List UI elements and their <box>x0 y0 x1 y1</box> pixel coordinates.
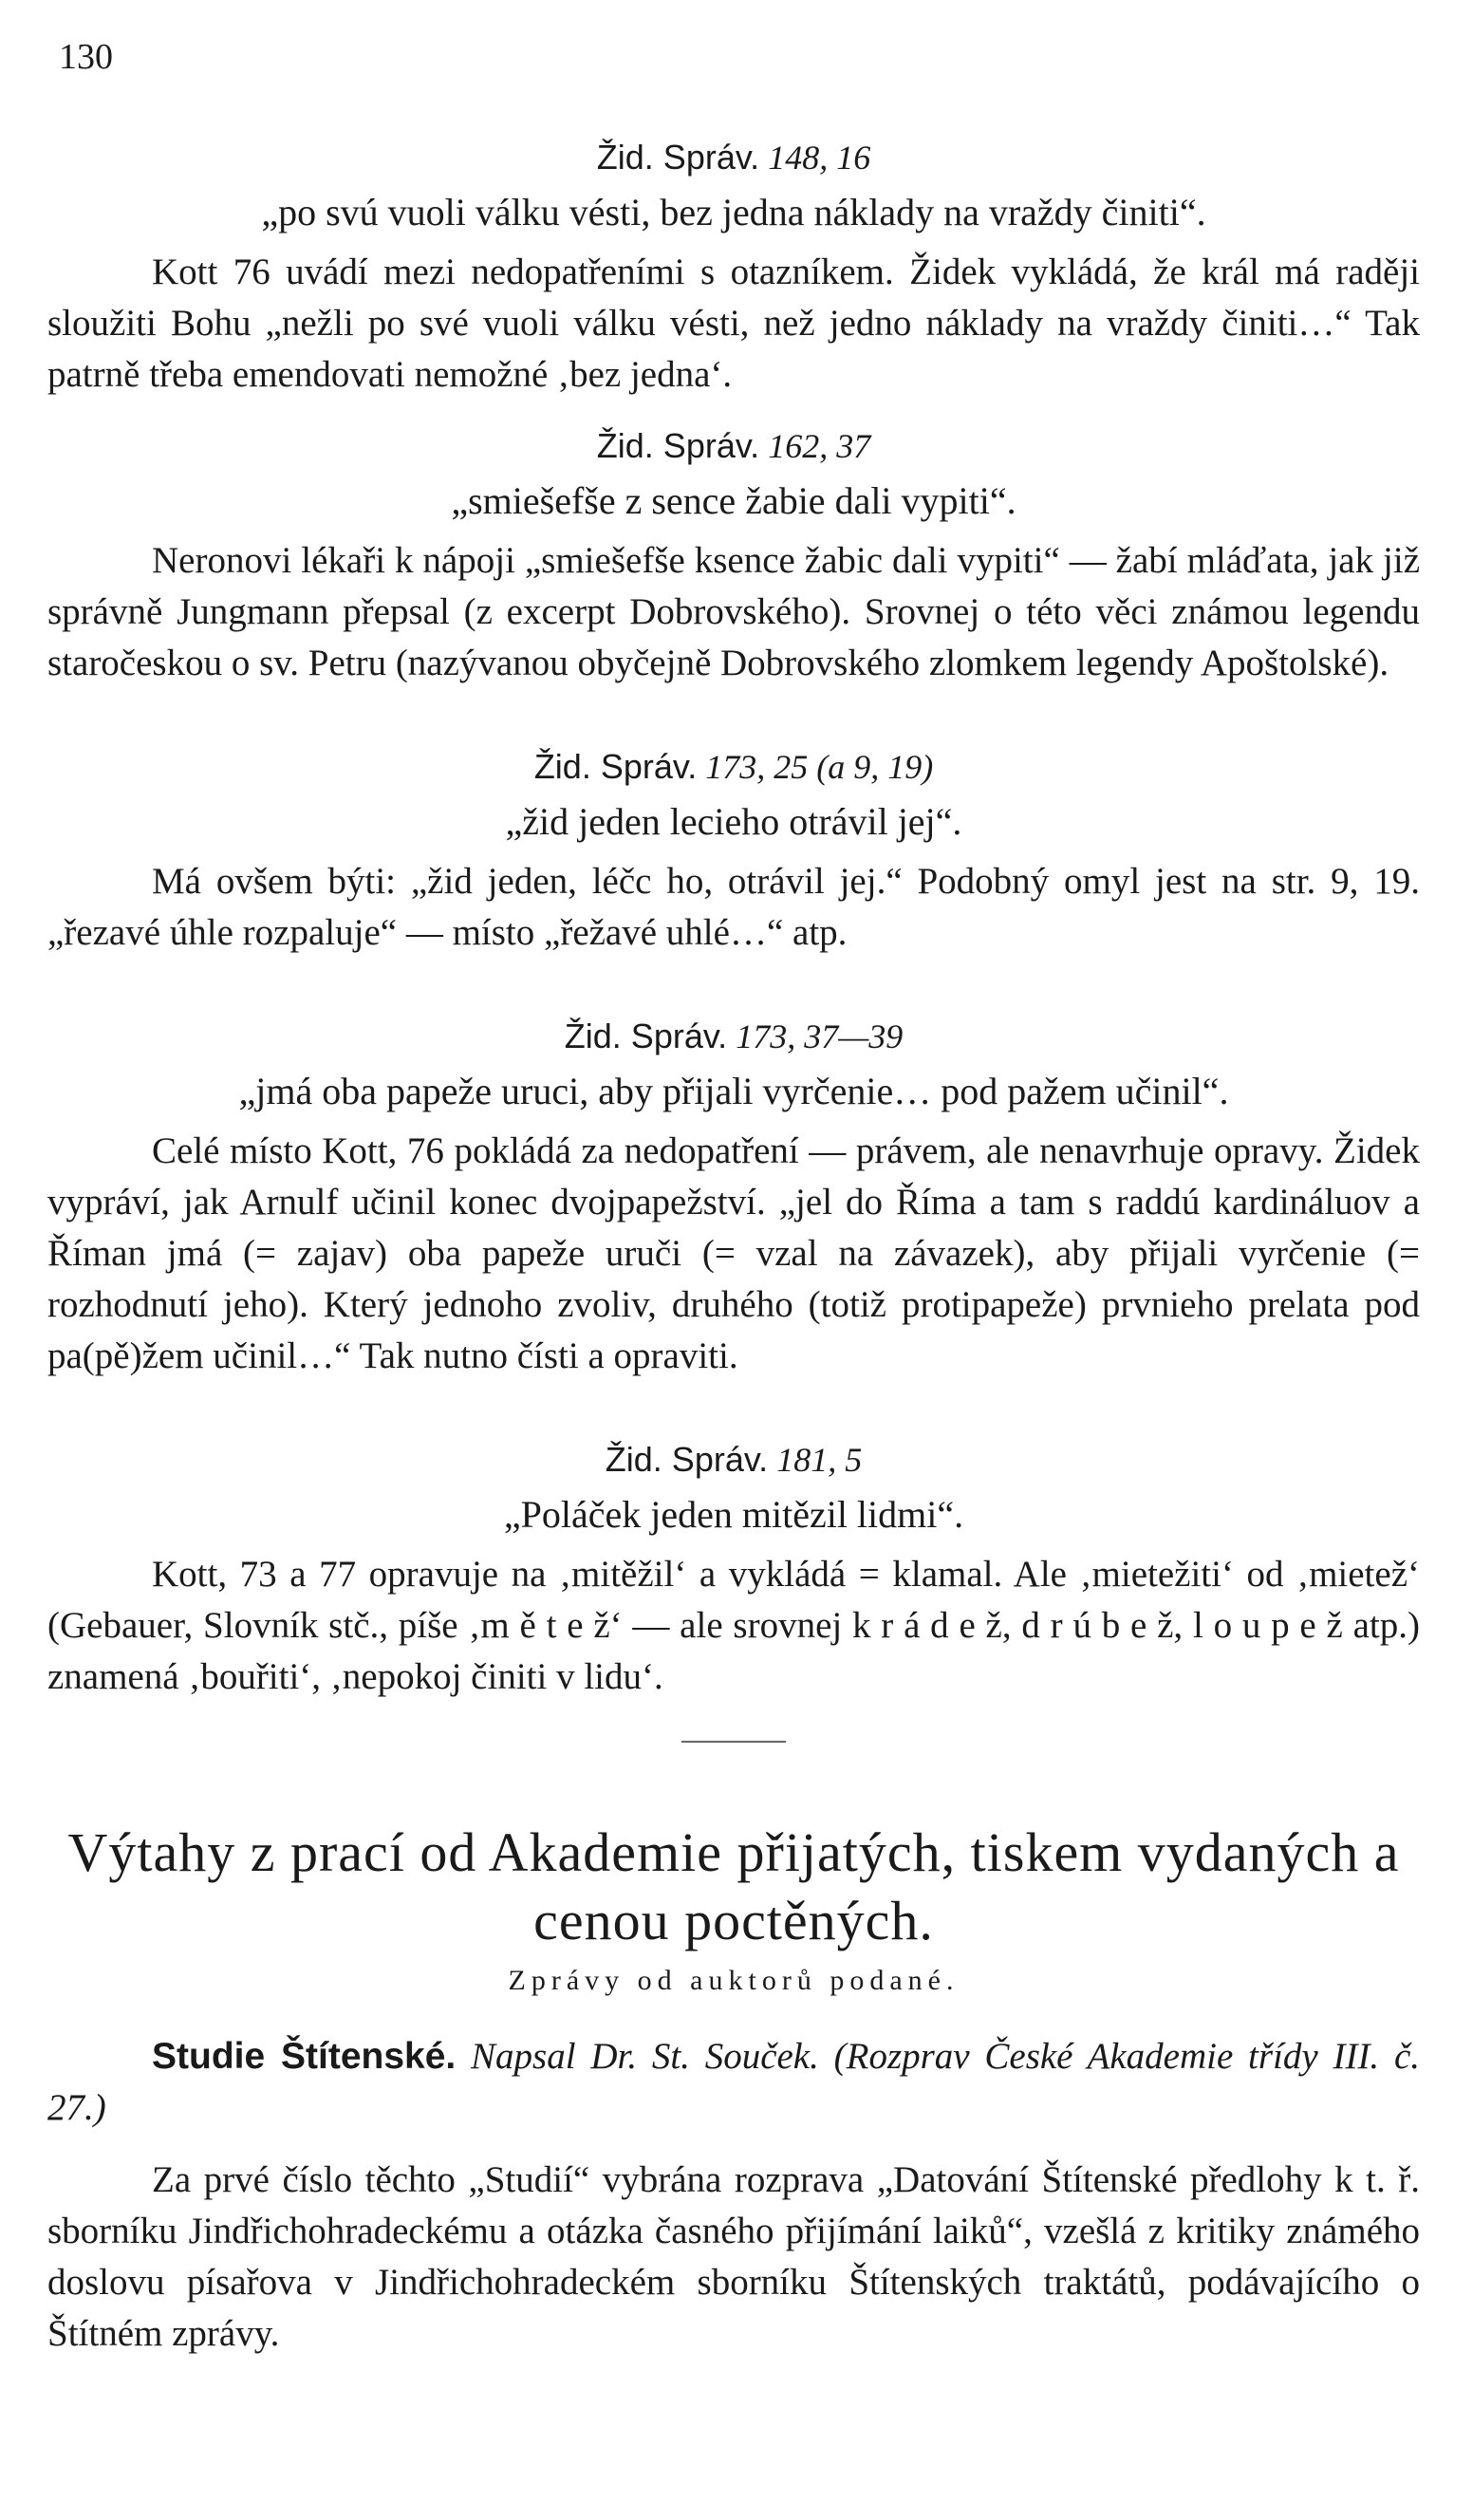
citation-ref: Žid. Správ. 173, 25 (a 9, 19) <box>533 747 934 786</box>
article-byline: Napsal Dr. St. Souček. (Rozprav České Akademie třídy III. č. 27.) <box>47 2036 1421 2128</box>
commentary-paragraph: Kott, 73 a 77 opravuje na ‚mitěžil‘ a vykládá = klamal. Ale ‚mietežiti‘ od ‚mietež‘ (Gebauer, Slovník stč., píše ‚m ě t e ž‘ — ale srovnej k r á d e ž, d r ú b e ž, l o u p e ž atp.) znamená ‚bouřiti‘, ‚nepokoj činiti v lidu‘. <box>47 1554 1420 1697</box>
section-heading: Výtahy z prací od Akademie přijatých, tiskem vydaných a cenou poctěných. <box>67 1821 1400 1951</box>
section-subheading: Zprávy od auktorů podané. <box>508 1965 960 1996</box>
section-divider <box>681 1741 786 1743</box>
commentary-paragraph: Celé místo Kott, 76 pokládá za nedopatření — právem, ale nenavrhuje opravy. Židek vypráví, jak Arnulf učinil konec dvojpapežství. „jel do Říma a tam s raddú kardináluov a Říman jmá (= zajav) oba papeže uruči (= vzal na závazek), aby přijali vyrčenie (= rozhodnutí jeho). Který jednoho zvoliv, druhého (totiž protipapeže) prvnieho prelata pod pa(pě)žem učinil…“ Tak nutno čísti a opraviti. <box>47 1130 1420 1376</box>
citation-quote: „jmá oba papeže uruci, aby přijali vyrčenie… pod pažem učinil“. <box>238 1070 1229 1112</box>
article-paragraph: Za prvé číslo těchto „Studií“ vybrána rozprava „Datování Štítenské předlohy k t. ř. sborníku Jindřichohradeckému a otázka časného přijímání laiků“, vzešlá z kritiky známého doslovu písařova v Jindřichohradeckém sborníku Štítenských traktátů, podávajícího o Štítném zprávy. <box>47 2159 1420 2354</box>
main-text <box>47 133 1420 2380</box>
citation-quote: „žid jeden lecieho otrávil jej“. <box>505 800 962 843</box>
citation-quote: „Poláček jeden mitězil lidmi“. <box>503 1493 964 1536</box>
article-header <box>47 2031 1420 2134</box>
page-number: 130 <box>59 37 113 77</box>
commentary-paragraph: Kott 76 uvádí mezi nedopatřeními s otazníkem. Židek vykládá, že král má raději sloužiti Bohu „nežli po své vuoli válku vésti, než jedno náklady na vraždy činiti…“ Tak patrně třeba emendovati nemožné ‚bez jedna‘. <box>47 252 1420 395</box>
citation-ref: Žid. Správ. 181, 5 <box>605 1440 863 1479</box>
citation-quote: „po svú vuoli válku vésti, bez jedna náklady na vraždy činiti“. <box>261 191 1206 233</box>
commentary-paragraph: Má ovšem býti: „žid jeden, léčc ho, otrávil jej.“ Podobný omyl jest na str. 9, 19. „řezavé úhle rozpaluje“ — místo „řežavé uhlé…“ atp. <box>47 861 1420 953</box>
citation-ref: Žid. Správ. 148, 16 <box>596 138 871 177</box>
citation-ref: Žid. Správ. 162, 37 <box>596 426 871 465</box>
citation-quote: „smiešefše z sence žabie dali vypiti“. <box>451 479 1016 522</box>
article-title: Studie Štítenské. <box>152 2036 457 2077</box>
commentary-paragraph: Neronovi lékaři k nápoji „smiešefše ksence žabic dali vypiti“ — žabí mláďata, jak již správně Jungmann přepsal (z excerpt Dobrovského). Srovnej o této věci známou legendu staročeskou o sv. Petru (nazývanou obyčejně Dobrovského zlomkem legendy Apoštolské). <box>47 540 1420 683</box>
citation-ref: Žid. Správ. 173, 37—39 <box>564 1017 904 1055</box>
